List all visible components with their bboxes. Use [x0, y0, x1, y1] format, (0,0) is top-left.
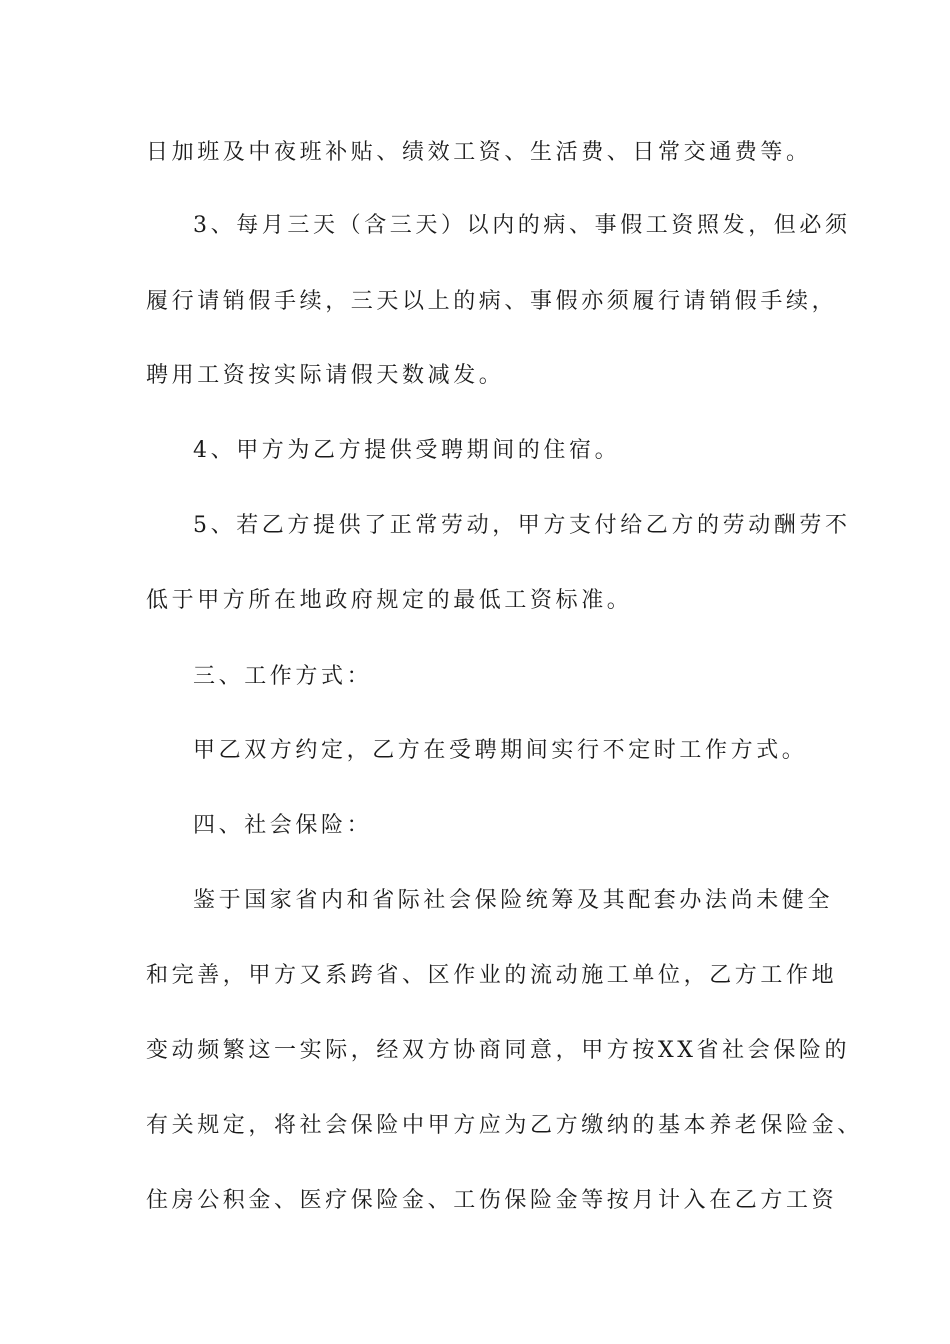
- text-line: 日加班及中夜班补贴、绩效工资、生活费、日常交通费等。: [146, 140, 812, 165]
- text-line: 履行请销假手续，三天以上的病、事假亦须履行请销假手续，: [146, 289, 838, 314]
- text-line: 4、甲方为乙方提供受聘期间的住宿。: [193, 438, 621, 463]
- text-line: 鉴于国家省内和省际社会保险统筹及其配套办法尚未健全: [193, 888, 834, 913]
- text-line: 低于甲方所在地政府规定的最低工资标准。: [146, 588, 633, 613]
- section-heading: 四、社会保险：: [193, 813, 373, 838]
- section-heading: 三、工作方式：: [193, 664, 373, 689]
- text-line: 5、若乙方提供了正常劳动，甲方支付给乙方的劳动酬劳不: [193, 513, 851, 538]
- text-line: 有关规定，将社会保险中甲方应为乙方缴纳的基本养老保险金、: [146, 1113, 863, 1138]
- text-line: 甲乙双方约定，乙方在受聘期间实行不定时工作方式。: [193, 738, 808, 763]
- text-line: 住房公积金、医疗保险金、工伤保险金等按月计入在乙方工资: [146, 1188, 838, 1213]
- text-line: 变动频繁这一实际，经双方协商同意，甲方按XX省社会保险的: [146, 1038, 851, 1063]
- text-line: 3、每月三天（含三天）以内的病、事假工资照发，但必须: [193, 213, 851, 238]
- text-line: 和完善，甲方又系跨省、区作业的流动施工单位，乙方工作地: [146, 963, 838, 988]
- text-line: 聘用工资按实际请假天数减发。: [146, 363, 505, 388]
